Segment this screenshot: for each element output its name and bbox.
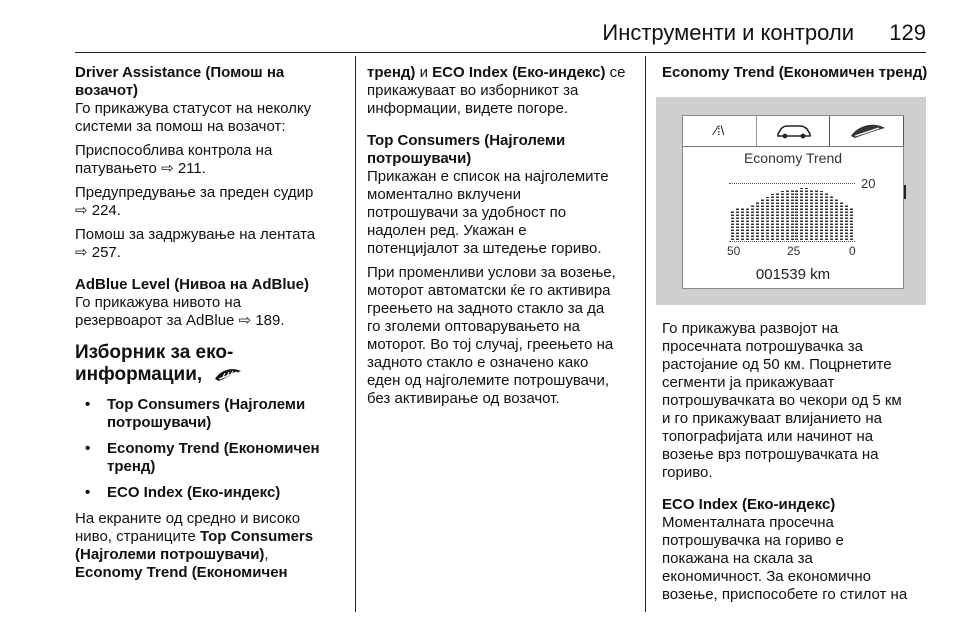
paragraph: На екраните од средно и високо ниво, страниците Top Consumers (Најголеми потрошувачи), Economy Trend (Економичен	[75, 510, 314, 581]
paragraph: Помош за задржување на лентата ⇨ 257.	[75, 226, 316, 261]
trend-bar	[810, 189, 813, 240]
eco-tab	[829, 116, 904, 146]
trend-bars	[731, 186, 855, 240]
ref-arrow-icon: ⇨	[161, 160, 174, 177]
paragraph: Предупредување за преден судир ⇨ 224.	[75, 184, 314, 219]
car-icon	[774, 122, 814, 140]
section-heading: ECO Index (Еко-индекс)	[662, 496, 836, 513]
page-header	[75, 0, 926, 52]
trend-bar	[771, 194, 774, 240]
list-item: • Top Consumers (Најголеми потрошувачи)	[85, 396, 306, 431]
display-tab-bar	[683, 116, 903, 147]
list-item: • ECO Index (Еко-индекс)	[85, 484, 281, 501]
paragraph: Го прикажува развојот на просечната потрошувачка за растојание од 50 км. Поцрнетите сегменти ја прикажуваат потрошувачката во чекори од 5 км и го прикажуваат влијанието на топографијата или начинот на возење врз потрошувачката на гориво.	[662, 320, 902, 481]
page-ref-link[interactable]: 189.	[255, 312, 285, 329]
baseline	[729, 241, 855, 242]
page-ref-link[interactable]: 257.	[91, 244, 121, 261]
screen-title: Economy Trend	[743, 150, 843, 166]
column-3-body	[662, 320, 928, 610]
trend-bar	[731, 210, 734, 240]
paragraph: Го прикажува статусот на неколку системи за помош на возачот:	[75, 100, 312, 135]
trend-bar	[805, 188, 808, 240]
trend-bar	[800, 188, 803, 240]
trend-bar	[736, 208, 739, 240]
trend-bar	[795, 189, 798, 240]
column-1	[75, 64, 347, 588]
economy-trend-display	[656, 97, 926, 305]
section-heading: Economy Trend (Економичен тренд)	[662, 64, 928, 81]
column-2	[367, 64, 639, 414]
car-tab	[756, 116, 830, 146]
section-heading: Driver Assistance (Помош на возачот)	[75, 64, 285, 99]
trend-bar	[756, 202, 759, 240]
tick-label: 0	[849, 244, 856, 258]
trend-bar	[840, 201, 843, 240]
tick-label: 25	[787, 244, 801, 258]
trend-bar	[751, 205, 754, 240]
trend-bar	[791, 190, 794, 240]
eco-leaf-icon	[847, 122, 887, 140]
trend-bar	[746, 207, 749, 240]
section-heading-large: Изборник за еко- информации,	[75, 342, 347, 386]
trend-bar	[845, 205, 848, 240]
eco-info-icon	[213, 367, 243, 383]
ref-arrow-icon: ⇨	[75, 244, 88, 261]
section-heading: Top Consumers (Најголеми потрошувачи)	[367, 132, 566, 167]
trend-bar	[815, 190, 818, 240]
trend-bar	[761, 198, 764, 240]
trend-bar	[766, 197, 769, 240]
paragraph: Прикажан е список на најголемите моментално вклучени потрошувачи за удобност по надолен ред. Укажан е потенцијалот за штедење гориво.	[367, 168, 609, 257]
page-ref-link[interactable]: 211.	[177, 160, 206, 177]
ref-arrow-icon: ⇨	[75, 202, 88, 219]
trend-bar	[741, 208, 744, 240]
driver-assist-tab: ⁄⁞\	[714, 123, 725, 138]
trend-bar	[820, 191, 823, 240]
reference-line	[729, 183, 855, 184]
page-title: Инструменти и контроли	[602, 20, 854, 45]
scroll-indicator	[904, 185, 906, 199]
page-ref-link[interactable]: 224.	[91, 202, 121, 219]
display-screen	[682, 115, 904, 289]
trend-bar	[850, 208, 853, 240]
paragraph: Моменталната просечна потрошувачка на гориво е покажана на скала за економичност. За економично возење, приспособете го стилот на	[662, 514, 908, 603]
trend-bar	[776, 192, 779, 240]
paragraph: Го прикажува нивото на резервоарот за AdBlue ⇨ 189.	[75, 294, 285, 329]
trend-bar	[830, 195, 833, 240]
paragraph: тренд) и ECO Index (Еко-индекс) се прикажуваат во изборникот за информации, видете погоре.	[367, 64, 626, 117]
column-divider-2	[645, 56, 646, 612]
trend-bar	[786, 190, 789, 240]
column-divider-1	[355, 56, 356, 612]
trend-bar	[781, 191, 784, 240]
trend-bar	[825, 193, 828, 240]
list-item: • Economy Trend (Економичен тренд)	[85, 440, 320, 475]
section-heading: AdBlue Level (Нивоа на AdBlue)	[75, 276, 310, 293]
paragraph: При променливи услови за возење, моторот автоматски ќе го активира греењето на задното стакло за да го зголеми оптоварувањето на моторот. Во тој случај, греењето на задното стакло е означено како еден од најголемите потрошувачи, без активирање од возачот.	[367, 264, 616, 407]
value-label: 20	[861, 176, 876, 191]
page-number: 129	[889, 20, 926, 45]
tick-label: 50	[727, 244, 741, 258]
ref-arrow-icon: ⇨	[238, 312, 252, 329]
trend-bar	[835, 198, 838, 240]
odometer: 001539 km	[755, 266, 831, 283]
paragraph: Приспособлива контрола на патувањето ⇨ 211.	[75, 142, 273, 177]
header-rule	[75, 52, 926, 53]
column-3	[662, 64, 928, 82]
